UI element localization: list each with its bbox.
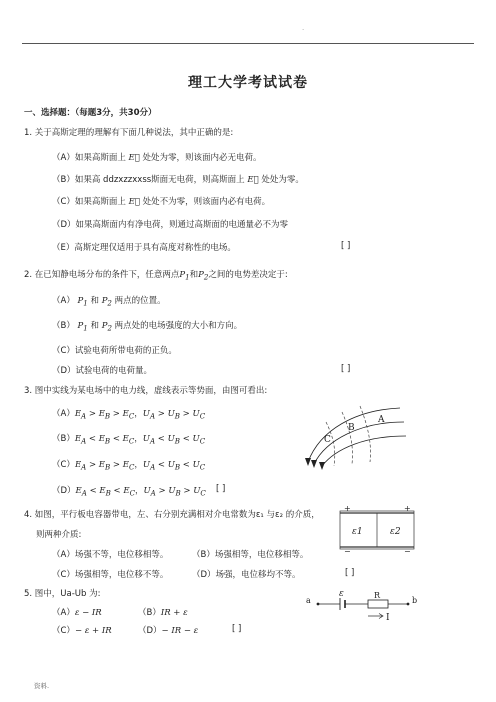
p2-symbol: $P_2$ bbox=[101, 321, 112, 333]
p1-symbol: $P_1$ bbox=[77, 296, 88, 308]
q3-c-expr: $E_A > E_B > E_C$ bbox=[74, 460, 135, 472]
q3-d-expr: $E_A < E_B < E_C$ bbox=[75, 486, 135, 498]
point-c-label: C bbox=[324, 435, 331, 445]
q3-d-expr2: $U_A > U_B > U_C$ bbox=[143, 486, 206, 498]
arrow-head bbox=[311, 460, 317, 468]
field-line bbox=[308, 408, 400, 462]
vector-e-symbol: E⃗ bbox=[128, 197, 140, 207]
q3-d-label: （D） bbox=[52, 486, 76, 496]
q5-b-label: （B） bbox=[138, 608, 161, 618]
header-rule bbox=[22, 43, 474, 44]
q5-stem: 5. 图中，Ua-Ub 为: bbox=[24, 589, 101, 599]
q3-c-expr2: $U_A < U_B < U_C$ bbox=[142, 460, 206, 472]
q2-option-c: （C）试验电荷所带电荷的正负。 bbox=[52, 346, 177, 356]
current-label: I bbox=[386, 613, 390, 623]
q2-option-a: （A） $P_1$ 和 $P_2$ 两点的位置。 bbox=[52, 296, 166, 308]
field-lines-figure bbox=[300, 400, 410, 472]
q5-d-label: （D） bbox=[138, 626, 162, 636]
emf-label: ε bbox=[339, 589, 344, 599]
q1-b-garble: ddzxzzxxss bbox=[103, 175, 152, 185]
p1-symbol: $P_1$ bbox=[179, 270, 190, 282]
q1-option-d: （D）如果高斯面内有净电荷，则通过高斯面的电通量必不为零 bbox=[52, 220, 289, 230]
q5-d-expr: − IR − ε bbox=[161, 626, 199, 636]
q3-option-d: $(D)E_A < E_B < E_C$，$U_A > U_B > U_C$ bbox=[52, 486, 206, 498]
plus-sign: + bbox=[344, 506, 351, 513]
q1-c-pre: （C）如果高斯面上 bbox=[52, 197, 126, 207]
q5-option-c bbox=[52, 624, 112, 636]
q1-b-post: 处处为零。 bbox=[261, 175, 304, 185]
q2-answer-bracket: [ ] bbox=[341, 364, 351, 374]
q2-stem-pre: 2. 在已知静电场分布的条件下，任意两点 bbox=[24, 270, 180, 280]
q1-b-pre: （B）如果高 bbox=[52, 175, 104, 185]
node-b-label: b bbox=[412, 596, 418, 605]
q1-option-a bbox=[52, 151, 262, 163]
q2-b-text: 两点处的电场强度的大小和方向。 bbox=[114, 321, 243, 331]
q3-answer-bracket: [ ] bbox=[216, 484, 226, 494]
q1-stem: 1. 关于高斯定理的理解有下面几种说法，其中正确的是: bbox=[24, 128, 234, 138]
p2-symbol: $P_2$ bbox=[198, 270, 209, 282]
p1-symbol: $P_1$ bbox=[77, 321, 88, 333]
point-b-label: B bbox=[348, 423, 355, 433]
q3-c-label: （C） bbox=[52, 460, 75, 470]
q1-c-post: 处处不为零，则该面内必有电荷。 bbox=[142, 197, 271, 207]
q4-stem-line2: 则两种介质: bbox=[36, 530, 82, 540]
q2-stem bbox=[24, 268, 288, 282]
q5-c-expr: − ε + IR bbox=[74, 626, 112, 636]
q5-option-d bbox=[138, 624, 198, 636]
q2-option-d: （D）试验电荷的电荷量。 bbox=[52, 366, 153, 376]
q2-stem-and: 和 bbox=[189, 270, 199, 280]
point-a-label: A bbox=[378, 415, 385, 425]
minus-sign: − bbox=[344, 547, 351, 554]
section-heading: 一、选择题：（每题3分，共30分） bbox=[24, 108, 157, 118]
q1-a-pre: （A）如果高斯面上 bbox=[52, 153, 126, 163]
q5-option-b bbox=[138, 606, 188, 618]
q4-option-c: （C）场强相等，电位移不等。 bbox=[52, 570, 169, 580]
q5-option-a bbox=[52, 606, 102, 618]
vector-e-symbol: E⃗ bbox=[247, 175, 259, 185]
q1-option-b bbox=[52, 173, 304, 185]
q4-option-a: （A）场强不等，电位移相等。 bbox=[52, 550, 169, 560]
q4-option-d: （D）场强，电位移均不等。 bbox=[192, 570, 301, 580]
q5-b-expr: IR + ε bbox=[160, 608, 188, 618]
q1-option-c bbox=[52, 195, 270, 207]
q3-stem: 3. 图中实线为某电场中的电力线，虚线表示等势面，由图可看出: bbox=[24, 386, 268, 396]
arrow-head bbox=[305, 458, 311, 466]
p2-symbol: $P_2$ bbox=[101, 296, 112, 308]
eps2-label: ε2 bbox=[390, 527, 401, 537]
q3-option-b: $(B)E_A < E_B < E_C$，$U_A < U_B < U_C$ bbox=[52, 434, 206, 446]
footer-note: 资料. bbox=[34, 682, 50, 690]
q2-a-text: 两点的位置。 bbox=[114, 296, 166, 306]
q1-option-e: （E）高斯定理仅适用于具有高度对称性的电场。 bbox=[52, 243, 236, 253]
q1-a-post: 处处为零，则该面内必无电荷。 bbox=[142, 153, 262, 163]
q3-option-a: $(A)E_A > E_B > E_C$，$U_A > U_B > U_C$ bbox=[52, 409, 206, 421]
q1-b-mid: 斯面无电荷，则高斯面上 bbox=[151, 175, 245, 185]
resistor bbox=[368, 600, 388, 608]
q5-a-label: （A） bbox=[52, 608, 75, 618]
page-title: 理工大学考试试卷 bbox=[188, 75, 308, 91]
arrow-head bbox=[319, 462, 325, 470]
q4-stem: 4. 如图，平行板电容器带电，左、右分别充满相对介电常数为ε₁ 与ε₂ 的介质， bbox=[24, 510, 320, 520]
resistor-label: R bbox=[374, 591, 381, 600]
q3-a-expr: $E_A > E_B > E_C$ bbox=[74, 409, 135, 421]
q4-option-b: （B）场强相等，电位移相等。 bbox=[192, 550, 309, 560]
vector-e-symbol: E⃗ bbox=[128, 153, 140, 163]
q3-b-expr2: $U_A < U_B < U_C$ bbox=[142, 434, 206, 446]
q3-b-label: （B） bbox=[52, 434, 75, 444]
plus-sign: + bbox=[404, 506, 411, 513]
eps1-label: ε1 bbox=[352, 527, 363, 537]
q1-answer-bracket: [ ] bbox=[341, 241, 351, 251]
circuit-figure bbox=[304, 588, 424, 624]
capacitor-figure bbox=[336, 506, 418, 554]
q5-c-label: （C） bbox=[52, 626, 75, 636]
header-mark: . bbox=[302, 24, 305, 32]
q3-a-expr2: $U_A > U_B > U_C$ bbox=[142, 409, 206, 421]
q4-answer-bracket: [ ] bbox=[345, 568, 355, 578]
q2-stem-post: 之间的电势差决定于: bbox=[208, 270, 288, 280]
equipotential-line bbox=[342, 412, 353, 464]
q2-option-b: （B） $P_1$ 和 $P_2$ 两点处的电场强度的大小和方向。 bbox=[52, 321, 243, 333]
minus-sign: − bbox=[404, 547, 411, 554]
node-a-label: a bbox=[306, 596, 311, 605]
q3-a-label: （A） bbox=[52, 409, 75, 419]
q3-b-expr: $E_A < E_B < E_C$ bbox=[74, 434, 135, 446]
q5-a-expr: ε − IR bbox=[74, 608, 102, 618]
q5-answer-bracket: [ ] bbox=[232, 624, 242, 634]
q3-option-c: $(C)E_A > E_B > E_C$，$U_A < U_B < U_C$ bbox=[52, 460, 206, 472]
